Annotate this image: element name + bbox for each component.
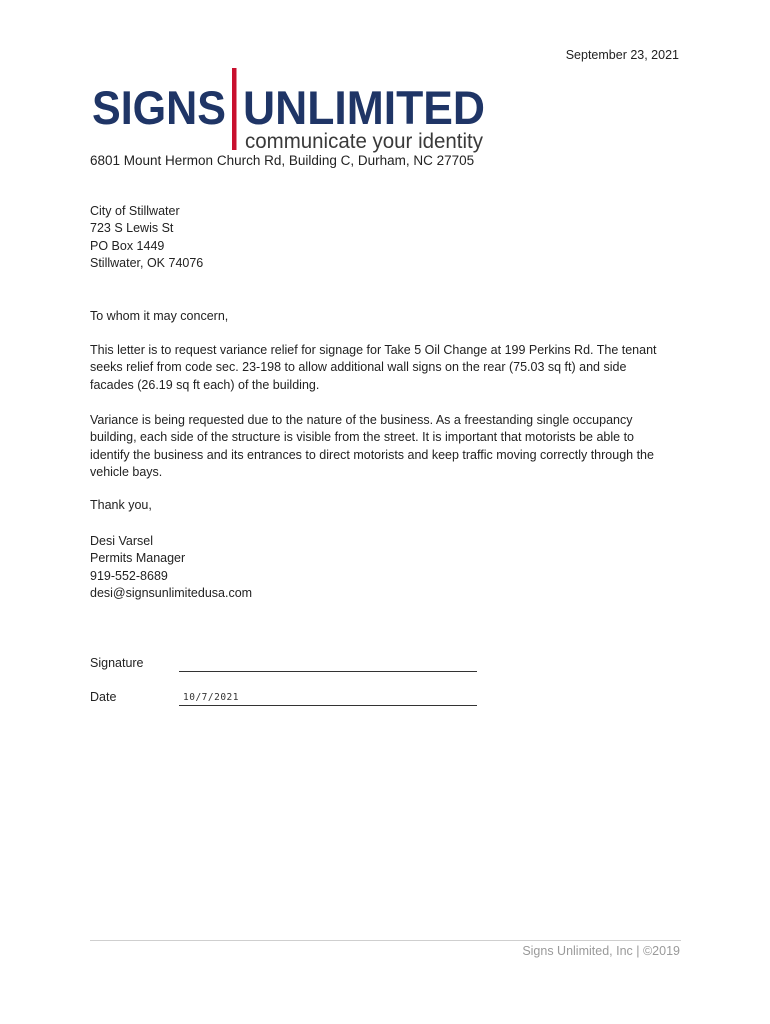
footer-divider	[90, 940, 681, 941]
sender-phone: 919-552-8689	[90, 568, 168, 583]
paragraph-line: seeks relief from code sec. 23-198 to allow additional wall signs on the rear (75.03 sq ft) and side	[90, 360, 627, 375]
paragraph-line: Variance is being requested due to the nature of the business. As a freestanding single occupancy	[90, 413, 633, 427]
paragraph-line: building, each side of the structure is visible from the street. It is important that motorists be able to	[90, 430, 635, 445]
letter-date: September 23, 2021	[565, 48, 679, 62]
paragraph-line: facades (26.19 sq ft each) of the building.	[90, 377, 320, 392]
signature-row	[90, 656, 490, 676]
salutation: To whom it may concern,	[90, 309, 229, 323]
body-paragraph-1	[90, 342, 690, 394]
paragraph-line: identify the business and its entrances to direct motorists and keep traffic moving correctly through the	[90, 447, 654, 462]
logo-tagline: communicate your identity	[245, 130, 484, 153]
company-address: 6801 Mount Hermon Church Rd, Building C, Durham, NC 27705	[90, 153, 475, 168]
date-field-value: 10/7/2021	[183, 692, 239, 703]
logo-divider-bar	[232, 68, 237, 150]
sender-email: desi@signsunlimitedusa.com	[90, 586, 253, 601]
sender-title: Permits Manager	[90, 551, 186, 566]
sender-name: Desi Varsel	[90, 534, 153, 548]
sender-block	[90, 533, 690, 603]
date-label: Date	[90, 690, 117, 704]
signs-unlimited-logo	[90, 68, 490, 154]
recipient-line: 723 S Lewis St	[90, 221, 174, 236]
logo-brand-right: UNLIMITED	[243, 81, 485, 134]
signature-field[interactable]	[179, 656, 477, 672]
date-row	[90, 690, 490, 710]
paragraph-line: This letter is to request variance relief for signage for Take 5 Oil Change at 199 Perkins Rd. The tenant	[90, 343, 657, 357]
signature-label: Signature	[90, 656, 144, 670]
recipient-line: City of Stillwater	[90, 204, 180, 218]
recipient-line: PO Box 1449	[90, 238, 165, 253]
date-field[interactable]	[179, 690, 477, 706]
body-paragraph-2	[90, 412, 690, 482]
recipient-address	[90, 203, 690, 273]
footer-text: Signs Unlimited, Inc | ©2019	[522, 944, 680, 958]
closing: Thank you,	[90, 498, 152, 512]
logo-brand-left: SIGNS	[92, 81, 226, 134]
paragraph-line: vehicle bays.	[90, 465, 163, 480]
recipient-line: Stillwater, OK 74076	[90, 256, 204, 271]
